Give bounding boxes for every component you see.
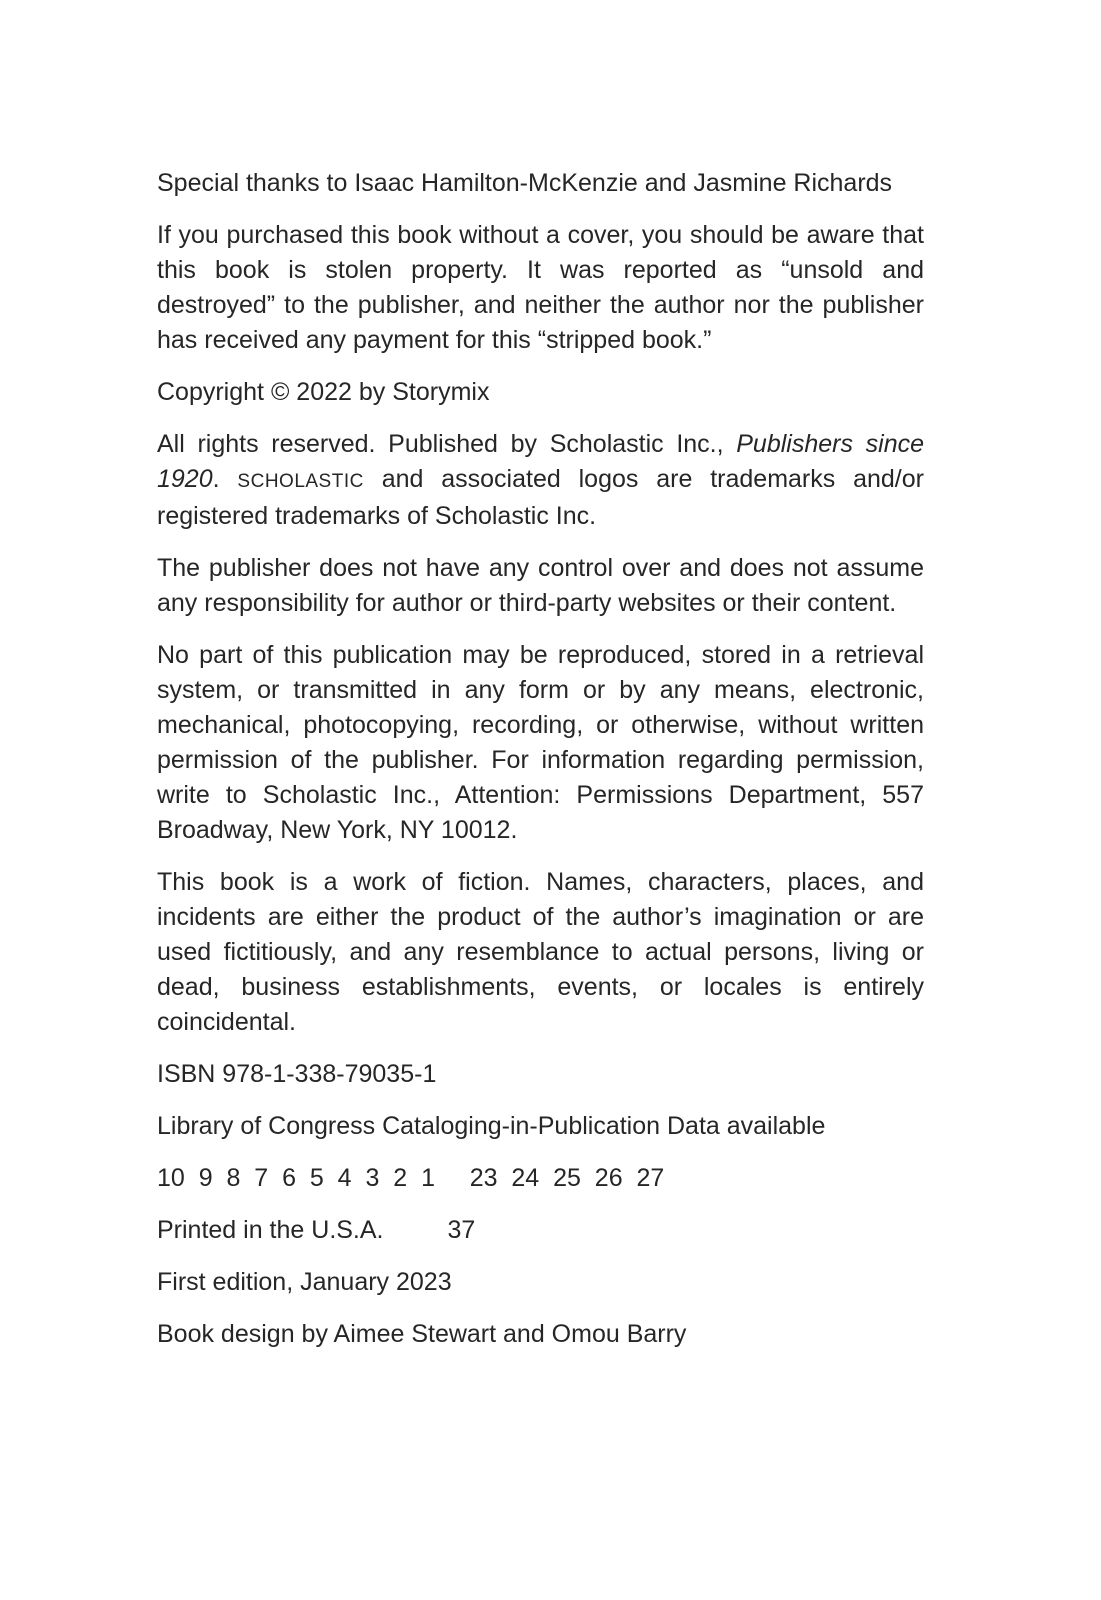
rights-text-part2: and associated logos are trademarks and/or registered trademarks of Scholastic Inc.	[157, 465, 924, 530]
printer-code: 37	[447, 1216, 476, 1244]
edition: First edition, January 2023	[157, 1268, 452, 1296]
reproduction-notice: No part of this publication may be reproduced, stored in a retrieval system, or transmitted in any form or by any means, electronic, mechanical, photocopying, recording, or otherwise, without written permission of the publisher. For information regarding permission, write to Scholastic Inc., Attention: Permissions Department, 557 Broadway, New York, NY 10012.	[157, 641, 924, 844]
copyright-line: Copyright © 2022 by Storymix	[157, 378, 490, 406]
scholastic-trademark-word: SCHOLASTIC	[237, 471, 364, 492]
rights-period: .	[212, 465, 238, 493]
rights-text-part1: All rights reserved. Published by Scholastic Inc.,	[157, 430, 737, 458]
rights-statement	[157, 427, 924, 534]
stripped-book-notice: If you purchased this book without a cover, you should be aware that this book is stolen property. It was reported as “unsold and destroyed” to the publisher, and neither the author nor the publisher has received any payment for this “stripped book.”	[157, 221, 924, 354]
copyright-text-block	[157, 166, 924, 1369]
printed-in: Printed in the U.S.A.	[157, 1216, 384, 1244]
publisher-tagline: Publishers since 1920	[157, 430, 925, 493]
design-credit: Book design by Aimee Stewart and Omou Barry	[157, 1320, 687, 1348]
printed-in-line	[157, 1213, 924, 1248]
fiction-disclaimer: This book is a work of fiction. Names, characters, places, and incidents are either the product of the author’s imagination or are used fictitiously, and any resemblance to actual persons, living or dead, business establishments, events, or locales is entirely coincidental.	[157, 868, 924, 1036]
special-thanks: Special thanks to Isaac Hamilton-McKenzie and Jasmine Richards	[157, 169, 893, 197]
printing-line: 10 9 8 7 6 5 4 3 2 1 23 24 25 26 27	[157, 1164, 665, 1192]
website-disclaimer: The publisher does not have any control over and does not assume any responsibility for author or third-party websites or their content.	[157, 554, 924, 617]
cip-data: Library of Congress Cataloging-in-Publication Data available	[157, 1112, 826, 1140]
isbn: ISBN 978-1-338-79035-1	[157, 1060, 437, 1088]
